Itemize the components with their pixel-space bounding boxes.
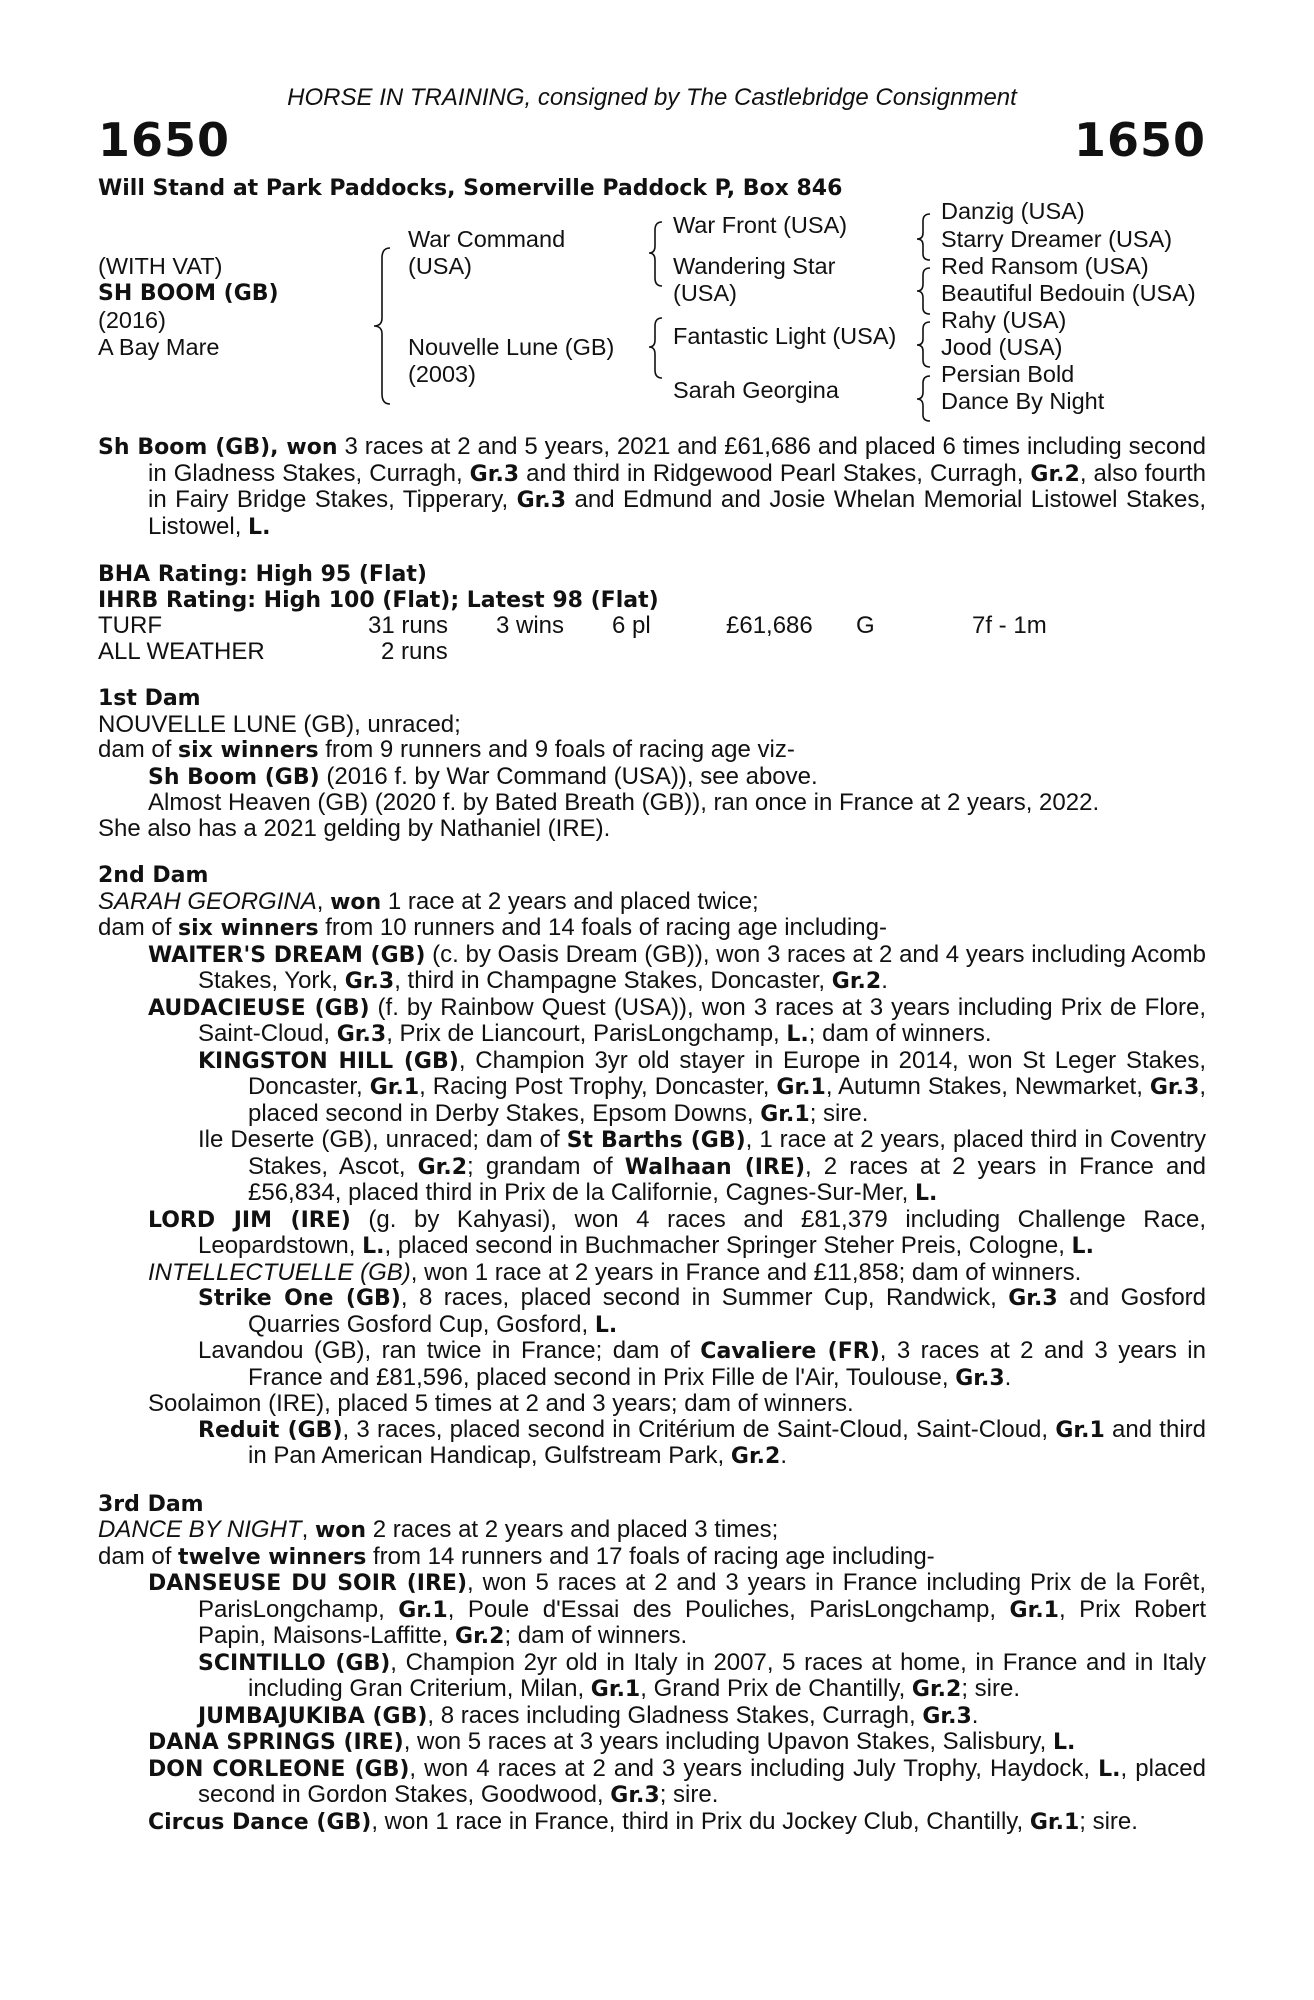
text: , placed second in Derby Stakes, Epsom Downs, xyxy=(248,1073,1206,1127)
offspring-entry xyxy=(98,1417,1206,1470)
dam-line xyxy=(98,1517,1206,1544)
offspring-entry xyxy=(98,1703,1206,1730)
text: , won 5 races at 2 and 3 years in France including Prix de la Forêt, ParisLongchamp, xyxy=(198,1569,1206,1623)
text: . xyxy=(971,1701,979,1729)
offspring-entry xyxy=(98,942,1206,995)
won: won xyxy=(330,889,382,915)
grade: Gr.3 xyxy=(344,969,395,994)
grade: L. xyxy=(1098,1756,1121,1782)
grade: Gr.2 xyxy=(417,1154,468,1180)
text: and third in Pan American Handicap, Gulfstream Park, xyxy=(248,1415,1206,1469)
g3-ancestor: Dance By Night xyxy=(941,388,1105,414)
stand-location: Will Stand at Park Paddocks, Somerville Paddock P, Box 846 xyxy=(98,176,843,201)
text: 2 races at 2 years and placed 3 times; xyxy=(366,1516,779,1543)
text: ; dam of winners. xyxy=(504,1622,688,1649)
bha-rating: BHA Rating: High 95 (Flat) xyxy=(98,562,427,587)
section-title: 3rd Dam xyxy=(98,1491,204,1517)
offspring-name: SCINTILLO (GB) xyxy=(198,1650,391,1676)
ihrb-rating: IHRB Rating: High 100 (Flat); Latest 98 (Flat) xyxy=(98,587,659,613)
record-placed: 6 pl xyxy=(612,612,651,639)
text: , 2 races at 2 years in France and £56,834, placed third in Prix de la Californie, Cagnes-Sur-Mer, xyxy=(248,1152,1206,1206)
grade: L. xyxy=(248,514,271,540)
grade: L. xyxy=(1071,1234,1094,1259)
dam-produce-line xyxy=(98,915,1206,942)
text: dam of xyxy=(98,914,179,941)
text: , won 5 races at 3 years including Upavon Stakes, Salisbury, xyxy=(403,1728,1053,1755)
grade: Gr.2 xyxy=(455,1624,505,1649)
text: from 9 runners and 9 foals of racing age viz- xyxy=(318,736,795,763)
winners-count: six winners xyxy=(178,738,319,763)
g3-ancestor: Jood (USA) xyxy=(941,334,1063,360)
g3-ancestor: Persian Bold xyxy=(941,361,1075,387)
text: , won 4 races at 2 and 3 years including July Trophy, Haydock, xyxy=(409,1754,1099,1782)
g3-ancestor: Red Ransom (USA) xyxy=(941,253,1149,279)
text: , 3 races, placed second in Critérium de Saint-Cloud, Saint-Cloud, xyxy=(342,1415,1056,1443)
grade: Gr.1 xyxy=(398,1597,448,1623)
section-title: 2nd Dam xyxy=(98,863,209,888)
offspring-entry xyxy=(98,1650,1206,1703)
grade: Gr.1 xyxy=(369,1075,420,1100)
sire-country: (USA) xyxy=(408,253,472,279)
text: , xyxy=(316,887,331,915)
summary-text: and Edmund and Josie Whelan Memorial Listowel Stakes, Listowel, xyxy=(148,486,1206,540)
offspring-name: Reduit (GB) xyxy=(198,1417,343,1443)
text: (g. by Kahyasi), won 4 races and £81,379 including Challenge Race, Leopardstown, xyxy=(198,1205,1207,1259)
consignment-header: HORSE IN TRAINING, consigned by The Castlebridge Consignment xyxy=(287,84,1017,111)
horse-name: SH BOOM (GB) xyxy=(98,281,279,306)
text: , 1 race at 2 years, placed third in Coventry Stakes, Ascot, xyxy=(248,1126,1207,1180)
ratings-block xyxy=(98,562,1206,664)
dam-note: She also has a 2021 gelding by Nathaniel (IRE). xyxy=(98,814,611,842)
offspring-name: WAITER'S DREAM (GB) xyxy=(148,942,426,968)
g3-ancestor: Danzig (USA) xyxy=(941,198,1085,224)
first-dam-section xyxy=(98,686,1206,841)
third-dam-section xyxy=(98,1492,1206,1836)
text: ; sire. xyxy=(659,1781,719,1808)
grade: Gr.3 xyxy=(955,1365,1005,1391)
offspring-entry xyxy=(98,1809,1206,1836)
offspring-name: INTELLECTUELLE (GB) xyxy=(148,1258,411,1286)
grade: Gr.3 xyxy=(516,488,567,513)
text: ; sire. xyxy=(1079,1807,1138,1835)
record-prize: £61,686 xyxy=(726,612,813,639)
offspring-entry xyxy=(98,1338,1206,1391)
sire-dam: Wandering Star xyxy=(673,253,836,279)
text: from 14 runners and 17 foals of racing age including- xyxy=(366,1542,935,1570)
sire-dam-country: (USA) xyxy=(673,280,737,306)
text: from 10 runners and 14 foals of racing age including- xyxy=(318,914,887,941)
dam-line xyxy=(98,889,1206,916)
record-going: G xyxy=(856,612,875,639)
text: , won 1 race at 2 years in France and £11,858; dam of winners. xyxy=(410,1258,1082,1286)
record-distance: 7f - 1m xyxy=(972,612,1047,639)
offspring-entry xyxy=(98,995,1206,1048)
g3-ancestor: Beautiful Bedouin (USA) xyxy=(941,280,1196,306)
offspring-name: St Barths (GB) xyxy=(566,1128,746,1153)
summary-horse-name: Sh Boom (GB), won xyxy=(98,435,338,460)
record-runs: 31 runs xyxy=(368,612,449,639)
foaling-year: (2016) xyxy=(98,307,166,333)
text: (f. by Rainbow Quest (USA)), won 3 races at 3 years including Prix de Flore, Saint-Cloud, xyxy=(198,993,1207,1047)
text: . xyxy=(881,967,888,994)
text: , Prix de Liancourt, ParisLongchamp, xyxy=(386,1020,787,1047)
text: , 8 races including Gladness Stakes, Curragh, xyxy=(427,1701,923,1729)
catalogue-page xyxy=(98,84,1206,1835)
lot-number-right: 1650 xyxy=(1073,113,1206,167)
offspring-name: Strike One (GB) xyxy=(198,1286,401,1311)
offspring-entry xyxy=(98,1285,1206,1338)
dam-year: (2003) xyxy=(408,361,476,387)
grade: Gr.1 xyxy=(1009,1597,1059,1623)
text: (c. by Oasis Dream (GB)), won 3 races at 2 and 4 years including Acomb Stakes, York, xyxy=(198,940,1206,994)
text: ; sire. xyxy=(809,1099,869,1127)
text: and Gosford Quarries Gosford Cup, Gosford, xyxy=(248,1284,1207,1338)
turf-record xyxy=(98,613,1206,639)
summary-text: and third in Ridgewood Pearl Stakes, Curragh, xyxy=(519,459,1031,487)
all-weather-record xyxy=(98,639,1206,665)
offspring-name: DANSEUSE DU SOIR (IRE) xyxy=(148,1571,468,1596)
dam-produce-line xyxy=(98,1544,1206,1571)
text: Lavandou (GB), ran twice in France; dam of xyxy=(198,1337,701,1364)
lot-number-row xyxy=(98,112,1206,168)
text: ; dam of winners. xyxy=(808,1020,992,1047)
offspring-entry xyxy=(98,1729,1206,1756)
grade: L. xyxy=(915,1181,938,1206)
grade: Gr.3 xyxy=(610,1783,660,1808)
grade: Gr.1 xyxy=(776,1075,826,1100)
dam-name: SARAH GEORGINA xyxy=(98,887,317,915)
offspring-entry xyxy=(98,1207,1206,1260)
dam-produce-line xyxy=(98,737,1206,764)
grade: Gr.2 xyxy=(831,969,882,994)
grade: Gr.1 xyxy=(1055,1417,1105,1443)
text: , Grand Prix de Chantilly, xyxy=(640,1675,912,1702)
grade: Gr.3 xyxy=(469,461,520,487)
section-title: 1st Dam xyxy=(98,686,201,711)
text: . xyxy=(1004,1363,1012,1391)
g3-ancestor: Rahy (USA) xyxy=(941,307,1067,333)
record-label: ALL WEATHER xyxy=(98,637,265,665)
text: , placed second in Gordon Stakes, Goodwood, xyxy=(198,1754,1207,1808)
grade: Gr.1 xyxy=(760,1101,810,1127)
text: . xyxy=(780,1442,787,1469)
lot-number-left: 1650 xyxy=(98,113,231,167)
dam-dam: Sarah Georgina xyxy=(673,377,839,403)
text: , placed second in Buchmacher Springer Steher Preis, Cologne, xyxy=(384,1232,1072,1259)
offspring-entry xyxy=(98,1260,1206,1286)
text: , Champion 2yr old in Italy in 2007, 5 races at home, in France and in Italy including Gran Criterium, Milan, xyxy=(248,1648,1206,1702)
sire-name: War Command xyxy=(408,226,566,252)
text: , Prix Robert Papin, Maisons-Laffitte, xyxy=(198,1595,1207,1649)
grade: Gr.1 xyxy=(1029,1809,1080,1835)
sire-sire: War Front (USA) xyxy=(673,212,848,238)
grade: L. xyxy=(594,1312,618,1338)
record-runs: 2 runs xyxy=(381,637,448,665)
grade: Gr.2 xyxy=(730,1444,781,1469)
summary-text: , also fourth in Fairy Bridge Stakes, Tipperary, xyxy=(148,459,1207,513)
g3-ancestor: Starry Dreamer (USA) xyxy=(941,226,1173,252)
dam-sire: Fantastic Light (USA) xyxy=(673,323,897,349)
offspring-name: DON CORLEONE (GB) xyxy=(148,1756,410,1782)
second-dam-section xyxy=(98,863,1206,1470)
offspring-entry xyxy=(98,1048,1206,1128)
offspring-entry xyxy=(98,1570,1206,1650)
offspring-name: Circus Dance (GB) xyxy=(148,1809,372,1835)
record-label: TURF xyxy=(98,612,162,639)
offspring-name: AUDACIEUSE (GB) xyxy=(148,995,370,1021)
race-summary xyxy=(98,434,1206,540)
grade: Gr.2 xyxy=(911,1677,962,1702)
offspring-entry xyxy=(98,1756,1206,1809)
text: ; sire. xyxy=(961,1675,1021,1702)
offspring-name: LORD JIM (IRE) xyxy=(148,1207,351,1233)
offspring-name: Cavaliere (FR) xyxy=(700,1339,880,1364)
text: 1 race at 2 years and placed twice; xyxy=(381,887,759,915)
text: ; grandam of xyxy=(467,1152,625,1180)
offspring-name: DANA SPRINGS (IRE) xyxy=(148,1730,404,1755)
grade: Gr.3 xyxy=(1008,1286,1058,1311)
offspring-entry xyxy=(98,1127,1206,1207)
grade: Gr.1 xyxy=(590,1677,641,1702)
offspring-entry: Almost Heaven (GB) (2020 f. by Bated Breath (GB)), ran once in France at 2 years, 2022. xyxy=(148,789,1100,816)
offspring-name: Walhaan (IRE) xyxy=(624,1154,806,1180)
vat-status: (WITH VAT) xyxy=(98,253,223,279)
text: , won 1 race in France, third in Prix du Jockey Club, Chantilly, xyxy=(371,1807,1030,1835)
grade: Gr.2 xyxy=(1030,461,1080,487)
text: dam of xyxy=(98,736,179,763)
grade: Gr.3 xyxy=(336,1022,387,1047)
grade: Gr.3 xyxy=(922,1703,972,1729)
offspring-entry xyxy=(98,764,1206,791)
offspring-name: Sh Boom (GB) xyxy=(148,764,320,790)
summary-text: 3 races at 2 and 5 years, 2021 and £61,686 and placed 6 times including second in Gladness Stakes, Curragh, xyxy=(148,433,1206,487)
grade: L. xyxy=(786,1022,809,1047)
text: , Autumn Stakes, Newmarket, xyxy=(825,1073,1150,1100)
text: , Poule d'Essai des Pouliches, ParisLongchamp, xyxy=(447,1595,1010,1623)
grade: L. xyxy=(1052,1730,1076,1755)
horse-description: A Bay Mare xyxy=(98,334,220,360)
offspring-entry: Soolaimon (IRE), placed 5 times at 2 and 3 years; dam of winners. xyxy=(148,1390,854,1417)
offspring-name: KINGSTON HILL (GB) xyxy=(198,1048,459,1074)
dam-name: Nouvelle Lune (GB) xyxy=(408,334,615,360)
dam-line: NOUVELLE LUNE (GB), unraced; xyxy=(98,710,461,738)
grade: Gr.3 xyxy=(1149,1075,1200,1100)
text: Ile Deserte (GB), unraced; dam of xyxy=(198,1126,567,1153)
winners-count: six winners xyxy=(178,916,319,941)
record-wins: 3 wins xyxy=(496,612,565,639)
grade: L. xyxy=(362,1234,385,1259)
winners-count: twelve winners xyxy=(178,1544,367,1570)
won: won xyxy=(314,1518,367,1543)
text: dam of xyxy=(98,1542,179,1570)
text: , xyxy=(301,1516,315,1543)
text: , Champion 3yr old stayer in Europe in 2014, won St Leger Stakes, Doncaster, xyxy=(248,1046,1207,1100)
offspring-name: JUMBAJUKIBA (GB) xyxy=(198,1703,428,1729)
dam-name: DANCE BY NIGHT xyxy=(98,1516,302,1543)
text: , Racing Post Trophy, Doncaster, xyxy=(419,1073,777,1100)
text: , third in Champagne Stakes, Doncaster, xyxy=(394,967,832,994)
text: (2016 f. by War Command (USA)), see above. xyxy=(319,762,818,790)
pedigree-chart xyxy=(98,198,1206,416)
text: , 3 races at 2 and 3 years in France and £81,596, placed second in Prix Fille de l'Air, Toulouse, xyxy=(248,1337,1206,1391)
text: , 8 races, placed second in Summer Cup, Randwick, xyxy=(400,1284,1009,1311)
